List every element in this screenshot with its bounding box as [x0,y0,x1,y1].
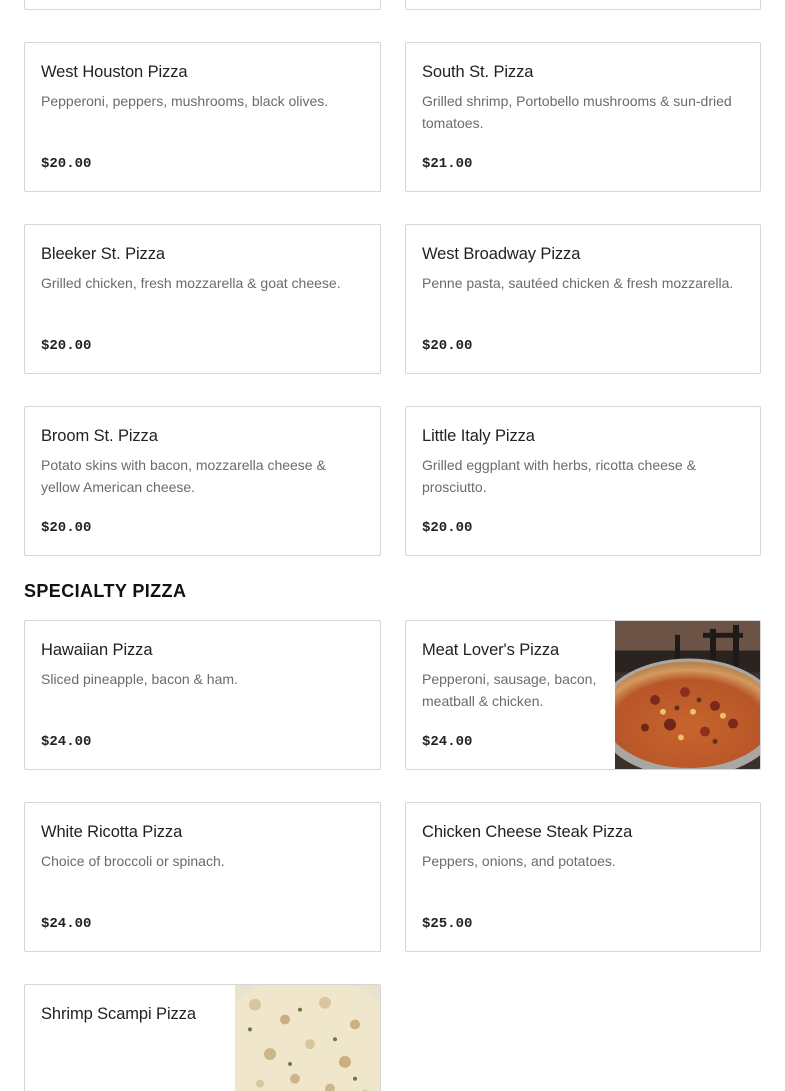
item-description: Grilled chicken, fresh mozzarella & goat cheese. [41,275,341,291]
menu-item-card-hawaiian[interactable] [24,620,381,770]
menu-item-card-chicken-cheese-steak[interactable] [405,802,761,952]
menu-item-card-little-italy[interactable] [405,406,761,556]
shrimp-scampi-pizza-photo [235,985,380,1091]
item-description: Penne pasta, sautéed chicken & fresh mozzarella. [422,275,734,291]
item-name: Little Italy Pizza [422,427,535,445]
item-name: Hawaiian Pizza [41,641,153,659]
item-name: White Ricotta Pizza [41,823,183,841]
item-price: $20.00 [41,338,92,354]
item-price: $24.00 [422,734,473,750]
item-name: Bleeker St. Pizza [41,245,165,263]
item-name: Meat Lover's Pizza [422,641,560,659]
menu-item-card-broom-st[interactable] [24,406,381,556]
item-price: $21.00 [422,156,473,172]
item-price: $20.00 [41,156,92,172]
meat-lovers-pizza-photo [615,621,760,769]
item-description: Grilled eggplant with herbs, ricotta cheese & prosciutto. [422,457,696,495]
item-description: Pepperoni, sausage, bacon, meatball & chicken. [422,671,597,709]
item-name: Shrimp Scampi Pizza [41,1005,196,1023]
item-name: South St. Pizza [422,63,534,81]
menu-item-card-south-st[interactable] [405,42,761,192]
menu-item-card-white-ricotta[interactable] [24,802,381,952]
item-description: Peppers, onions, and potatoes. [422,853,616,869]
section-title-specialty-pizza: SPECIALTY PIZZA [24,581,187,601]
item-description: Pepperoni, peppers, mushrooms, black olives. [41,93,329,109]
item-description: Sliced pineapple, bacon & ham. [41,671,238,687]
menu-item-card-west-houston[interactable] [24,42,381,192]
item-price: $25.00 [422,916,473,932]
item-price: $24.00 [41,734,92,750]
item-price: $20.00 [422,520,473,536]
item-name: West Broadway Pizza [422,245,581,263]
item-price: $24.00 [41,916,92,932]
menu-item-card-bleeker-st[interactable] [24,224,381,374]
menu-item-card-partial[interactable] [24,0,381,10]
item-description: Grilled shrimp, Portobello mushrooms & sun-dried tomatoes. [422,93,732,131]
item-price: $20.00 [41,520,92,536]
item-price: $20.00 [422,338,473,354]
item-description: Choice of broccoli or spinach. [41,853,225,869]
item-name: Chicken Cheese Steak Pizza [422,823,633,841]
item-description: Potato skins with bacon, mozzarella cheese & yellow American cheese. [41,457,326,495]
menu-item-card-west-broadway[interactable] [405,224,761,374]
item-name: West Houston Pizza [41,63,188,81]
menu-item-card-shrimp-scampi[interactable] [24,984,381,1091]
menu-item-card-partial[interactable] [405,0,761,10]
menu-item-card-meat-lovers[interactable] [405,620,761,770]
item-name: Broom St. Pizza [41,427,158,445]
